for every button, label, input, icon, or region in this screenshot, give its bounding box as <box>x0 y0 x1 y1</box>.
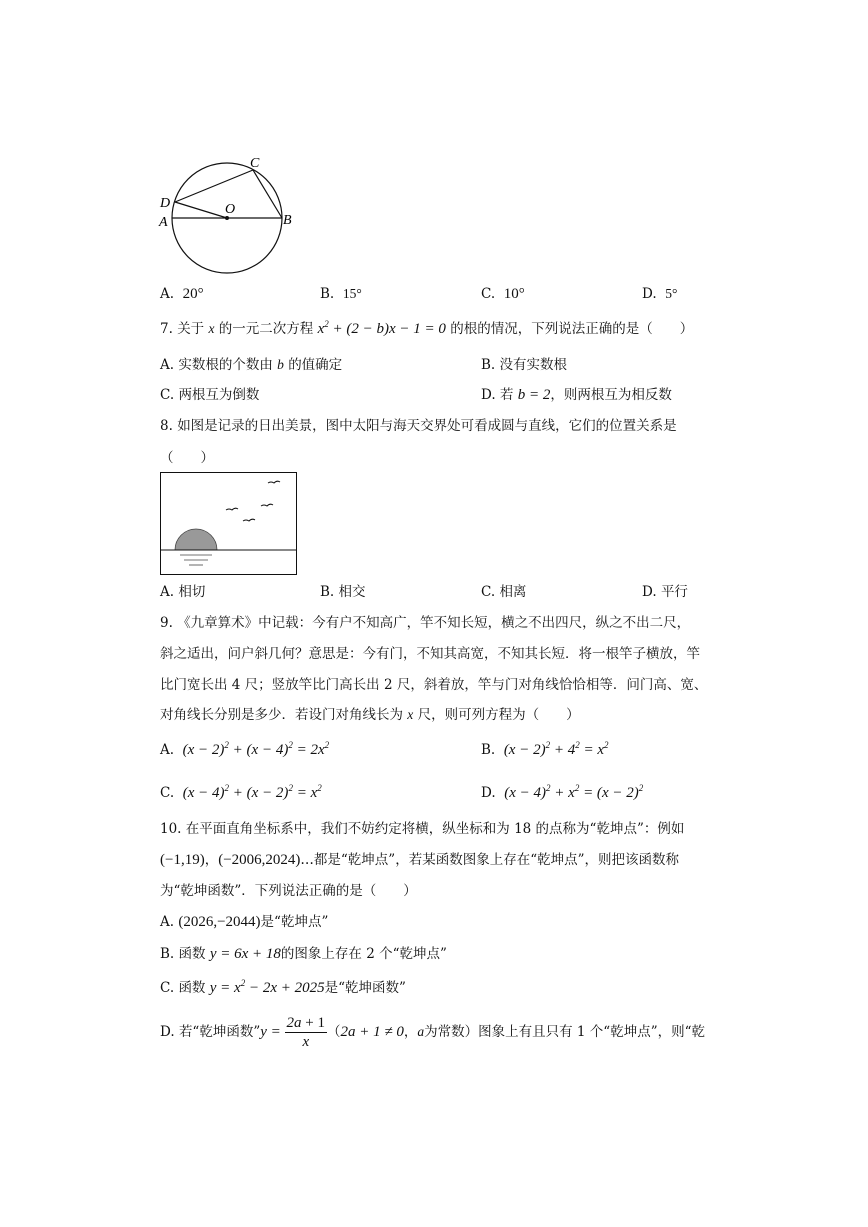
q8-stem-line2: （ ） <box>160 450 214 466</box>
q9-stem-line2: 斜之适出，问户斜几何？意思是：今有门，不知其高宽，不知其长短．将一根竿子横放，竿 <box>160 646 700 662</box>
q8-stem-line1: 8. 如图是记录的日出美景，图中太阳与海天交界处可看成圆与直线，它们的位置关系是 <box>160 418 677 434</box>
circle-figure <box>155 150 305 280</box>
label-c: C <box>250 156 260 171</box>
label-d: D <box>160 196 171 211</box>
q9-option-a[interactable]: A. $(x - 2)^2 + (x - 4)^2 = 2x^2$ <box>160 740 330 758</box>
q7-equation: $x^2 + (2 - b)x - 1 = 0$ <box>317 319 446 337</box>
q9-option-b[interactable]: B. $(x - 2)^2 + 4^2 = x^2$ <box>481 740 609 758</box>
q8-option-d[interactable]: D. 平行 <box>642 584 688 600</box>
q7-option-b[interactable]: B. 没有实数根 <box>481 357 568 373</box>
sunrise-figure <box>160 472 298 576</box>
q9-option-d[interactable]: D. $(x - 4)^2 + x^2 = (x - 2)^2$ <box>481 783 644 801</box>
q6-option-b[interactable]: B. 15° <box>320 286 362 302</box>
figure-frame <box>161 473 297 575</box>
q7-option-a[interactable]: A. 实数根的个数由 b 的值确定 <box>160 357 343 373</box>
chord-cb <box>253 170 282 218</box>
label-b: B <box>283 213 292 228</box>
chord-dc <box>175 170 253 202</box>
q10-option-a[interactable]: A. (2026,−2044)是“乾坤点” <box>160 914 329 930</box>
q10-option-c[interactable]: C. 函数 $y = x^2 - 2x + 2025$是“乾坤函数” <box>160 978 406 996</box>
q7-stem: 7. 关于 x 的一元二次方程 $x^2 + (2 - b)x - 1 = 0$ 的根的情况，下列说法正确的是（ ） <box>160 319 694 337</box>
q9-stem-line1: 9. 《九章算术》中记载：今有户不知高广，竿不知长短，横之不出四尺，纵之不出二尺， <box>160 615 691 631</box>
q7-option-c[interactable]: C. 两根互为倒数 <box>160 387 260 403</box>
q10-option-b[interactable]: B. 函数 y = 6x + 18的图象上存在 2 个“乾坤点” <box>160 946 447 962</box>
q10-stem-line1: 10. 在平面直角坐标系中，我们不妨约定将横，纵坐标和为 18 的点称为“乾坤点”：例如 <box>160 821 685 837</box>
q8-option-a[interactable]: A. 相切 <box>160 584 206 600</box>
q8-option-c[interactable]: C. 相离 <box>481 584 527 600</box>
label-o: O <box>225 202 236 217</box>
q6-option-d[interactable]: D. 5° <box>642 286 678 302</box>
q6-option-c[interactable]: C. 10° <box>481 286 525 302</box>
q9-option-c[interactable]: C. $(x - 4)^2 + (x - 2)^2 = x^2$ <box>160 783 322 801</box>
fraction: $\frac{2a + 1}{x}$ <box>286 1014 326 1050</box>
q10-stem-line3: 为“乾坤函数”．下列说法正确的是（ ） <box>160 883 417 899</box>
q9-stem-line3: 比门宽长出 4 尺；竖放竿比门高长出 2 尺，斜着放，竿与门对角线恰恰相等．问门高、宽、 <box>160 677 708 693</box>
q10-stem-line2: (−1,19)，(−2006,2024)…都是“乾坤点”，若某函数图象上存在“乾坤点”，则把该函数称 <box>160 852 680 868</box>
q9-stem-line4: 对角线长分别是多少．若设门对角线长为 x 尺，则可列方程为（ ） <box>160 707 580 723</box>
segment-do <box>175 202 227 218</box>
q8-option-b[interactable]: B. 相交 <box>320 584 366 600</box>
q7-option-d[interactable]: D. 若 b = 2，则两根互为相反数 <box>481 387 672 403</box>
q10-option-d[interactable]: D. 若“乾坤函数” y = $\frac{2a + 1}{x}$ （ 2a + 1 ≠ 0 ， a 为常数）图象上有且只有 1 个“乾坤点”，则“乾 <box>160 1014 706 1050</box>
label-a: A <box>159 215 168 230</box>
q6-option-a[interactable]: A. 20° <box>160 286 204 302</box>
